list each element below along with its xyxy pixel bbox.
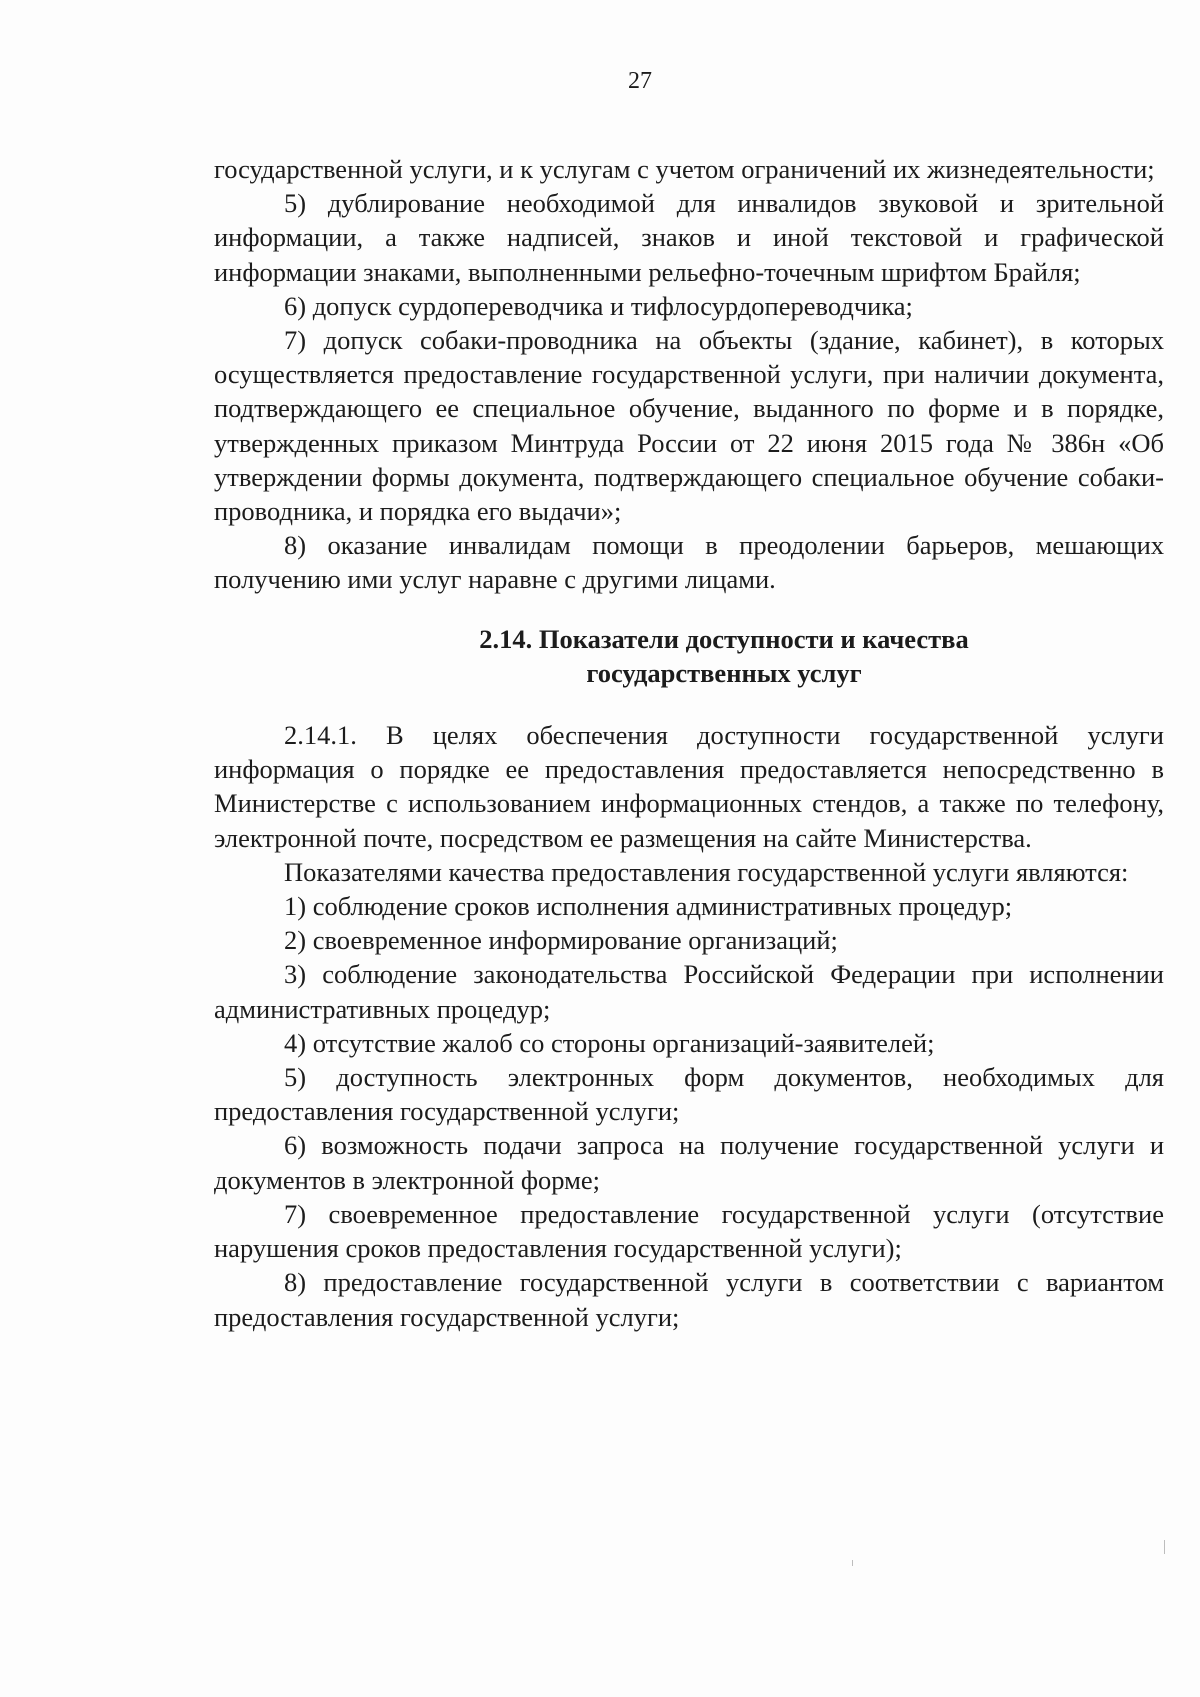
scan-artifact-mark — [852, 1560, 853, 1566]
quality-item-1: 1) соблюдение сроков исполнения административных процедур; — [284, 891, 1013, 922]
scan-artifact-mark — [1164, 1540, 1165, 1554]
list-item-7-guide-dog: 7) допуск собаки-проводника на объекты (здание, кабинет), в которых осуществляется предоставление государственной услуги, при наличии документа, подтверждающего ее специальное обучение, выданного по форме и в порядке, утвержденных приказом Минтруда России от 22 июня 2015 года № 386н «Об утверждении формы документа, подтверждающего специальное обучение собаки-проводника, и порядка его выдачи»; — [214, 325, 1164, 527]
paragraph-continuation: государственной услуги, и к услугам с учетом ограничений их жизнедеятельности; — [214, 154, 1155, 184]
quality-item-4: 4) отсутствие жалоб со стороны организаций-заявителей; — [284, 1027, 935, 1058]
paragraph-2-14-1: 2.14.1. В целях обеспечения доступности государственной услуги информация о порядке ее предоставления предоставляется непосредственно в Министерстве с использованием информационных стендов, а также по телефону, электронной почте, посредством ее размещения на сайте Министерства. — [214, 720, 1164, 853]
quality-item-8: 8) предоставление государственной услуги в соответствии с вариантом предоставления государственной услуги; — [214, 1267, 1164, 1332]
quality-item-6: 6) возможность подачи запроса на получение государственной услуги и документов в электронной форме; — [214, 1130, 1164, 1195]
document-body — [214, 152, 1164, 1334]
section-heading — [214, 622, 1164, 690]
quality-item-3: 3) соблюдение законодательства Российской Федерации при исполнении административных процедур; — [214, 959, 1164, 1024]
quality-indicators-intro: Показателями качества предоставления государственной услуги являются: — [284, 856, 1129, 887]
quality-item-5: 5) доступность электронных форм документов, необходимых для предоставления государственной услуги; — [214, 1062, 1164, 1127]
quality-item-7: 7) своевременное предоставление государственной услуги (отсутствие нарушения сроков предоставления государственной услуги); — [214, 1198, 1164, 1264]
list-item-5-braille: 5) дублирование необходимой для инвалидов звуковой и зрительной информации, а также надписей, знаков и иной текстовой и графической информации знаками, выполненными рельефно-точечным шрифтом Брайля; — [214, 188, 1164, 287]
list-item-8-assistance: 8) оказание инвалидам помощи в преодолении барьеров, мешающих получению ими услуг наравне с другими лицами. — [214, 530, 1164, 595]
page-number: 27 — [628, 68, 652, 94]
quality-item-2: 2) своевременное информирование организаций; — [284, 925, 838, 956]
section-heading-line-1: 2.14. Показатели доступности и качества — [479, 623, 969, 654]
list-item-6-interpreter: 6) допуск сурдопереводчика и тифлосурдопереводчика; — [284, 290, 913, 321]
section-heading-line-2: государственных услуг — [586, 657, 862, 688]
